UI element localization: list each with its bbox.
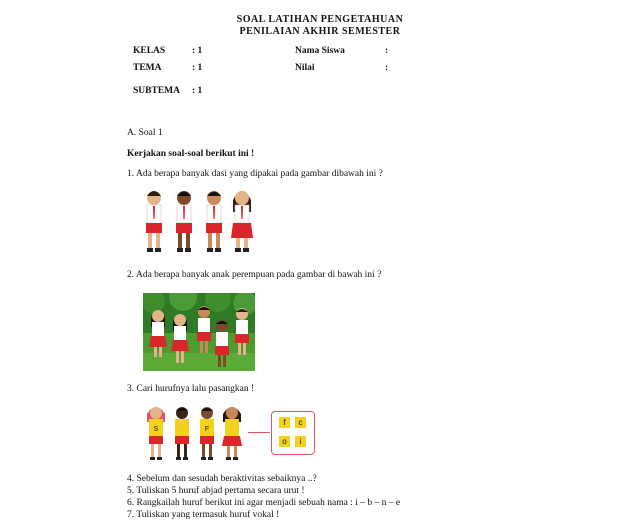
student-2	[176, 191, 192, 252]
section-heading: A. Soal 1	[127, 128, 163, 138]
shirt-letter-1: S	[153, 426, 159, 433]
box-letter-3: o	[279, 436, 290, 447]
subtema-label: SUBTEMA	[133, 86, 180, 96]
box-letter-2: c	[295, 417, 306, 428]
nama-siswa-label: Nama Siswa	[295, 46, 345, 56]
page-title-line2: PENILAIAN AKHIR SEMESTER	[239, 26, 401, 37]
student-1	[146, 191, 162, 252]
question-2: 2. Ada berapa banyak anak perempuan pada gambar di bawah ini ?	[127, 270, 382, 280]
letter-child-2	[175, 407, 189, 460]
tema-label: TEMA	[133, 63, 162, 73]
shirt-letter-3: F	[204, 426, 210, 433]
question-5: 5. Tuliskan 5 huruf abjad pertama secara urut !	[127, 486, 305, 496]
instruction-text: Kerjakan soal-soal berikut ini !	[127, 149, 255, 159]
kelas-label: KELAS	[133, 46, 166, 56]
box-letter-4: i	[295, 436, 306, 447]
connector-line	[248, 432, 270, 433]
question-3: 3. Cari hurufnya lalu pasangkan !	[127, 384, 255, 394]
students-with-ties-image	[138, 186, 256, 258]
question-4: 4. Sebelum dan sesudah beraktivitas sebaiknya ..?	[127, 474, 317, 484]
box-letter-1: f	[279, 417, 290, 428]
tema-value: : 1	[192, 63, 203, 73]
question-6: 6. Rangkailah huruf berikut ini agar menjadi sebuah nama : i – b – n – e	[127, 498, 401, 508]
children-in-park-image	[143, 293, 255, 371]
question-1: 1. Ada berapa banyak dasi yang dipakai pada gambar dibawah ini ?	[127, 169, 383, 179]
student-4	[231, 191, 253, 252]
nilai-label: Nilai	[295, 63, 315, 73]
letter-child-4	[222, 407, 242, 460]
children-letter-shirts-image	[144, 404, 244, 464]
student-3	[206, 191, 222, 252]
letter-child-1	[147, 407, 165, 460]
nilai-value: :	[385, 63, 389, 73]
question-7: 7. Tuliskan yang termasuk huruf vokal !	[127, 510, 280, 520]
nama-siswa-value: :	[385, 46, 389, 56]
kelas-value: : 1	[192, 46, 203, 56]
letter-child-3	[200, 407, 214, 460]
page-title-line1: SOAL LATIHAN PENGETAHUAN	[236, 14, 404, 25]
subtema-value: : 1	[192, 86, 203, 96]
letter-box	[271, 411, 315, 455]
